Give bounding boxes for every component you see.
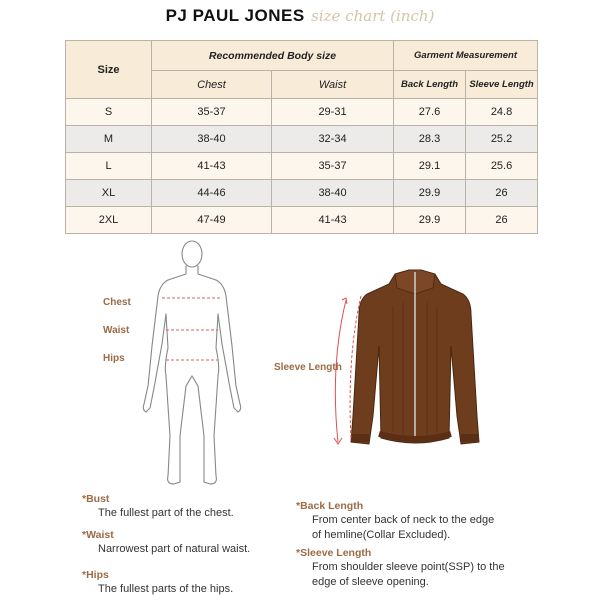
definition-back-length: *Back Length From center back of neck to the edge of hemline(Collar Excluded). xyxy=(296,500,495,542)
cell-chest: 41-43 xyxy=(152,153,272,180)
cell-sleeve: 25.2 xyxy=(466,126,538,153)
definition-sleeve-length: *Sleeve Length From shoulder sleeve point(SSP) to the edge of sleeve opening. xyxy=(296,547,505,589)
label-chest: Chest xyxy=(103,297,131,308)
cell-sleeve: 26 xyxy=(466,180,538,207)
cell-size: L xyxy=(66,153,152,180)
table-row xyxy=(66,99,538,126)
header-waist: Waist xyxy=(272,71,394,99)
cell-back: 29.1 xyxy=(394,153,466,180)
cell-waist: 35-37 xyxy=(272,153,394,180)
table-row xyxy=(66,126,538,153)
cell-size: XL xyxy=(66,180,152,207)
body-outline-figure xyxy=(140,236,260,488)
cell-size: 2XL xyxy=(66,207,152,234)
header-sleeve-length: Sleeve Length xyxy=(466,71,538,99)
header-back-length: Back Length xyxy=(394,71,466,99)
definition-waist: *Waist Narrowest part of natural waist. xyxy=(82,529,251,556)
cell-back: 28.3 xyxy=(394,126,466,153)
cell-chest: 35-37 xyxy=(152,99,272,126)
chart-subtitle: size chart (inch) xyxy=(311,7,435,25)
label-hips: Hips xyxy=(103,353,125,364)
cell-back: 29.9 xyxy=(394,207,466,234)
cell-sleeve: 26 xyxy=(466,207,538,234)
cell-chest: 47-49 xyxy=(152,207,272,234)
cell-waist: 29-31 xyxy=(272,99,394,126)
label-sleeve-length: Sleeve Length xyxy=(274,362,342,373)
cell-chest: 38-40 xyxy=(152,126,272,153)
cell-back: 29.9 xyxy=(394,180,466,207)
definition-bust: *Bust The fullest part of the chest. xyxy=(82,493,234,520)
cell-back: 27.6 xyxy=(394,99,466,126)
sleeve-length-arrow-icon xyxy=(328,296,350,446)
header-body-size: Recommended Body size xyxy=(152,41,394,71)
cell-waist: 32-34 xyxy=(272,126,394,153)
cell-chest: 44-46 xyxy=(152,180,272,207)
cell-waist: 41-43 xyxy=(272,207,394,234)
cell-size: S xyxy=(66,99,152,126)
cell-sleeve: 24.8 xyxy=(466,99,538,126)
cell-sleeve: 25.6 xyxy=(466,153,538,180)
chart-title xyxy=(0,6,600,26)
cell-waist: 38-40 xyxy=(272,180,394,207)
size-table xyxy=(65,40,538,234)
table-row xyxy=(66,153,538,180)
header-chest: Chest xyxy=(152,71,272,99)
label-waist: Waist xyxy=(103,325,130,336)
cell-size: M xyxy=(66,126,152,153)
sweater-figure xyxy=(345,266,485,458)
table-row xyxy=(66,180,538,207)
definition-hips: *Hips The fullest parts of the hips. xyxy=(82,569,234,596)
header-size: Size xyxy=(66,41,152,99)
header-garment: Garment Measurement xyxy=(394,41,538,71)
table-row xyxy=(66,207,538,234)
brand-name: PJ PAUL JONES xyxy=(165,6,305,25)
